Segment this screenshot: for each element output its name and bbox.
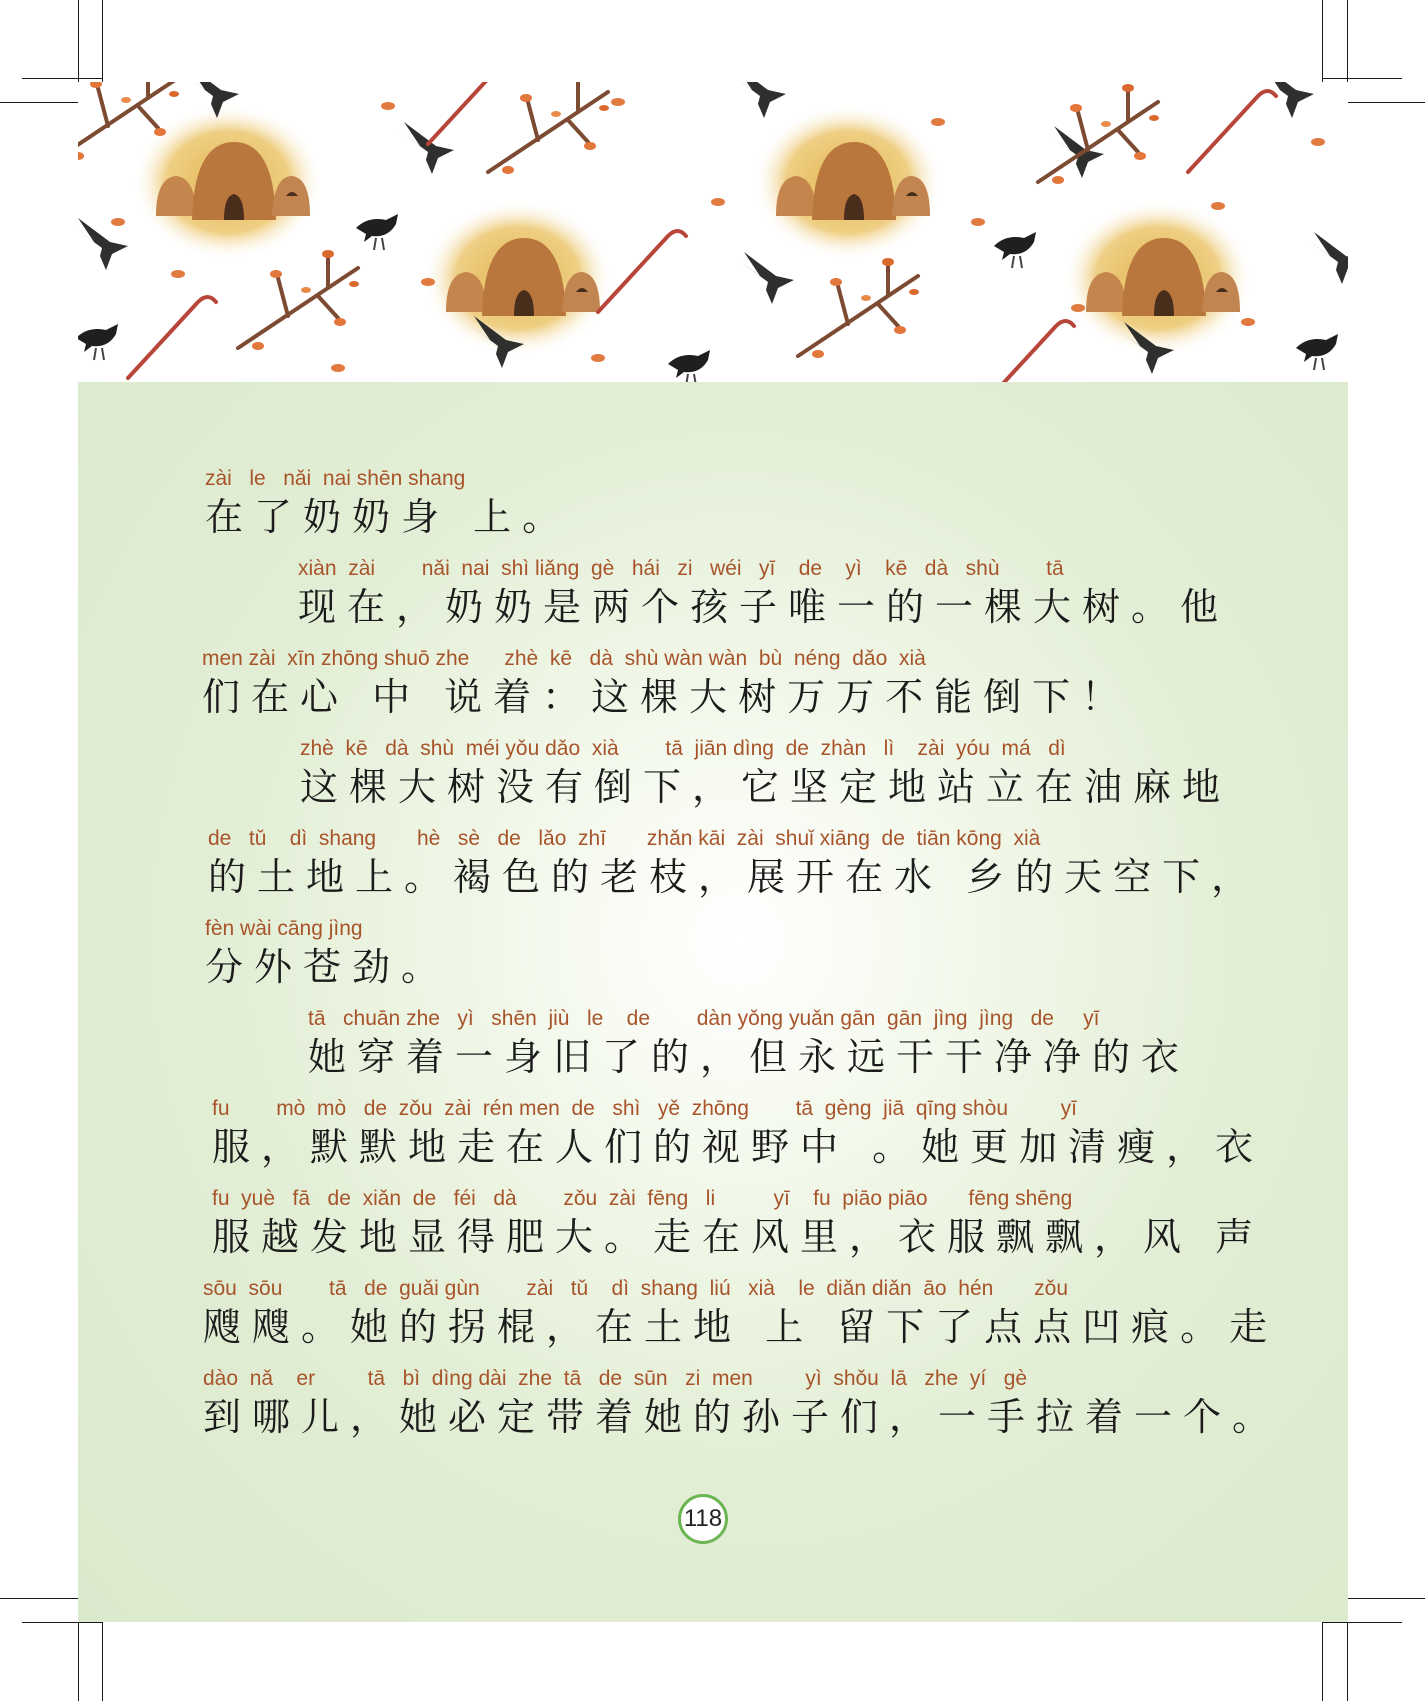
text-line <box>308 1006 1190 1082</box>
pinyin-line: zài le nǎi nai shēn shang <box>205 467 466 490</box>
text-line <box>208 826 1260 902</box>
decorative-banner <box>78 82 1348 382</box>
pinyin-line: fu yuè fā de xiǎn de féi dà zǒu zài fēng li yī fu piāo piāo fēng shēng <box>212 1187 1073 1210</box>
hanzi-line: 现在，奶奶是两个孩子唯一的一棵大树。他 <box>298 585 1230 629</box>
hanzi-line: 到哪儿，她必定带着她的孙子们，一手拉着一个。 <box>203 1395 1282 1439</box>
pinyin-line: tā chuān zhe yì shēn jiù le de dàn yǒng yuǎn gān gān jìng jìng de yī <box>308 1007 1100 1030</box>
pinyin-line: fu mò mò de zǒu zài rén men de shì yě zhōng tā gèng jiā qīng shòu yī <box>212 1097 1077 1120</box>
hanzi-line: 分外苍劲。 <box>205 945 451 989</box>
hanzi-line: 飕飕。她的拐棍，在土地 上 留下了点点凹痕。走 <box>203 1305 1279 1349</box>
pinyin-line: men zài xīn zhōng shuō zhe zhè kē dà shù wàn wàn bù néng dǎo xià <box>202 647 926 670</box>
pinyin-line: xiàn zài nǎi nai shì liǎng gè hái zi wéi yī de yì kē dà shù tā <box>298 557 1064 580</box>
text-line <box>298 556 1229 632</box>
pinyin-line: de tǔ dì shang hè sè de lǎo zhī zhǎn kāi zài shuǐ xiāng de tiān kōng xià <box>208 827 1041 850</box>
text-line <box>203 1276 1278 1352</box>
hanzi-line: 服，默默地走在人们的视野中 。她更加清瘦，衣 <box>212 1125 1265 1169</box>
hanzi-line: 在了奶奶身 上。 <box>205 495 572 539</box>
text-line <box>203 1366 1281 1442</box>
hanzi-line: 这棵大树没有倒下，它坚定地站立在油麻地 <box>300 765 1232 809</box>
hanzi-line: 的土地上。褐色的老枝，展开在水 乡的天空下， <box>208 855 1261 899</box>
text-line <box>212 1096 1264 1172</box>
hanzi-line: 服越发地显得肥大。走在风里，衣服飘飘，风 声 <box>212 1215 1265 1259</box>
crop-mark <box>1322 78 1402 79</box>
text-line <box>205 466 571 542</box>
page-number: 118 <box>678 1494 728 1544</box>
pinyin-line: fèn wài cāng jìng <box>205 917 363 940</box>
text-line <box>202 646 1130 722</box>
hanzi-line: 她穿着一身旧了的，但永远干干净净的衣 <box>308 1035 1191 1079</box>
text-line <box>205 916 450 992</box>
crop-mark <box>22 78 102 79</box>
pinyin-line: sōu sōu tā de guǎi gùn zài tǔ dì shang liú xià le diǎn diǎn āo hén zǒu <box>203 1277 1069 1300</box>
pinyin-line: zhè kē dà shù méi yǒu dǎo xià tā jiān dìng de zhàn lì zài yóu má dì <box>300 737 1066 760</box>
text-line <box>300 736 1231 812</box>
crop-mark <box>22 1622 102 1623</box>
crop-mark <box>1322 1622 1402 1623</box>
hanzi-line: 们在心 中 说着：这棵大树万万不能倒下！ <box>202 675 1131 719</box>
pinyin-line: dào nǎ er tā bì dìng dài zhe tā de sūn zi men yì shǒu lā zhe yí gè <box>203 1367 1028 1390</box>
text-line <box>212 1186 1264 1262</box>
